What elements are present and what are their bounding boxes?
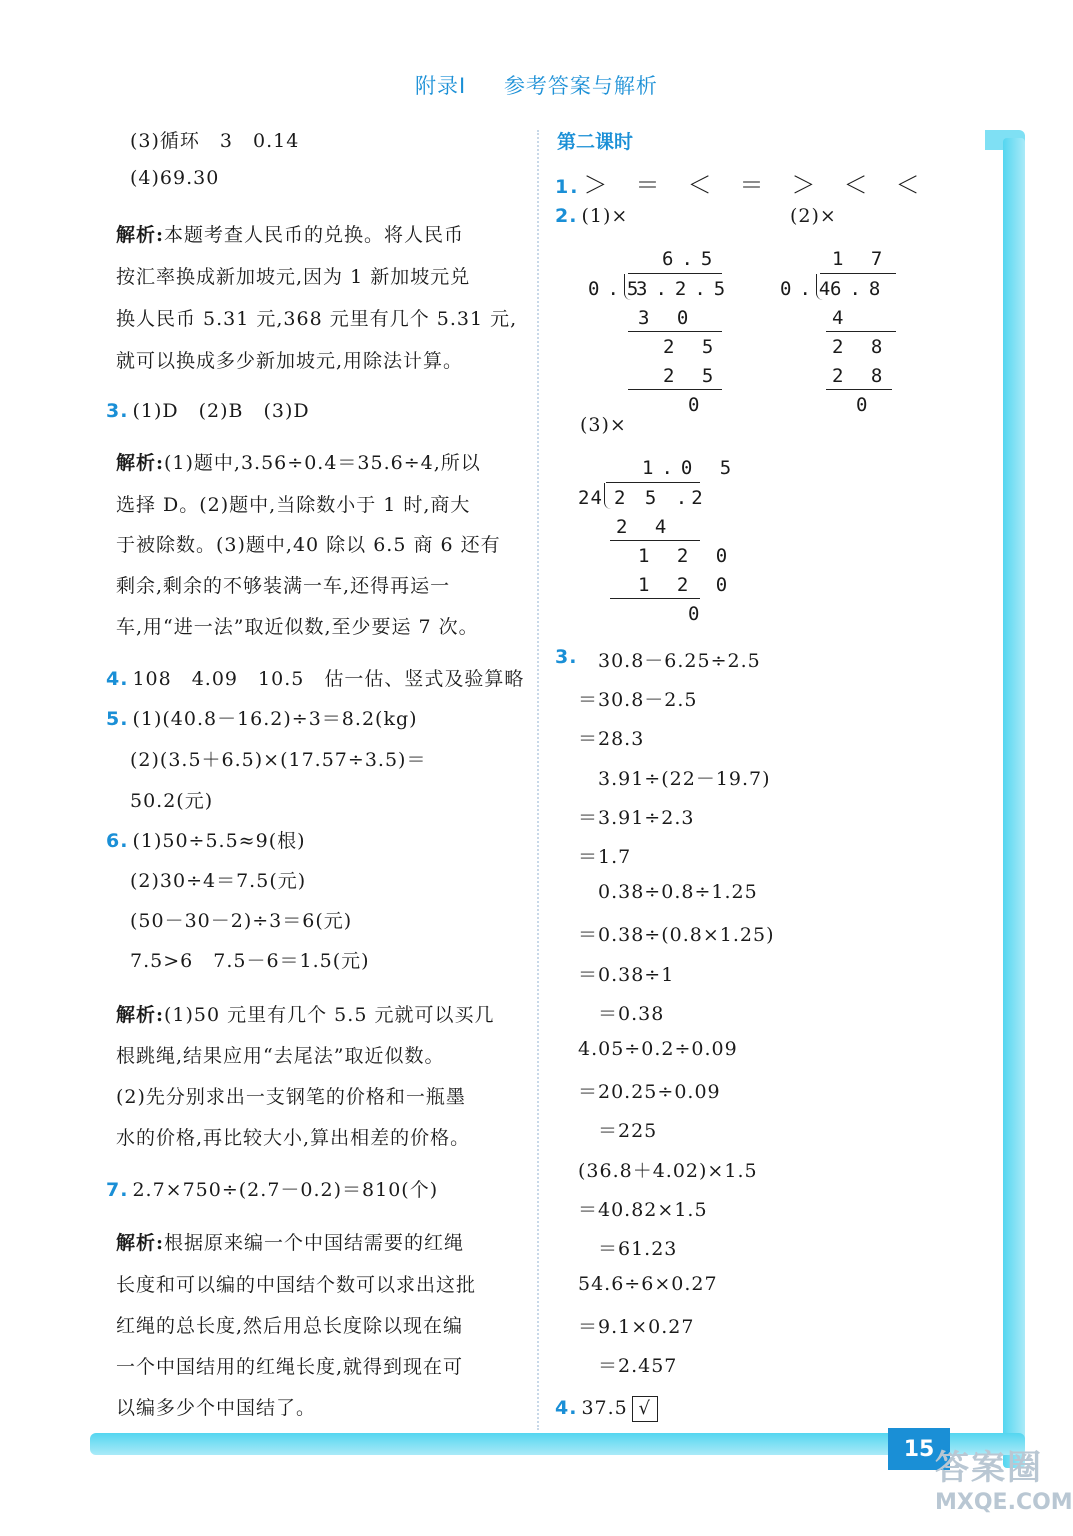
answer-text: 2.7×750÷(2.7－0.2)＝810(个) (132, 1179, 439, 1201)
step: 2 8 (832, 365, 891, 387)
question-4 (106, 664, 524, 691)
answer-text: (1)× (581, 205, 629, 227)
analysis-text: 根据原来编一个中国结需要的红绳 (164, 1232, 465, 1254)
step-line (610, 540, 700, 541)
calc-step: ＝1.7 (578, 846, 632, 868)
division-bracket (816, 274, 823, 300)
analysis-line: 水的价格,再比较大小,算出相差的价格。 (116, 1127, 471, 1149)
remainder: 0 (856, 394, 876, 416)
calc-step: ＝20.25÷0.09 (578, 1081, 721, 1103)
answer-text: (1)50÷5.5≈9(根) (132, 830, 306, 852)
calc-step: ＝0.38÷(0.8×1.25) (578, 924, 775, 946)
calc-step: 30.8－6.25÷2.5 (598, 650, 761, 672)
question-4 (555, 1396, 658, 1422)
answer-line: (3)× (580, 414, 627, 436)
question-2 (555, 205, 628, 227)
answer-line: (3)循环 3 0.14 (130, 130, 300, 152)
calc-step: ＝40.82×1.5 (578, 1199, 708, 1221)
step: 1 2 0 (638, 574, 736, 596)
quotient: 6.5 (662, 248, 721, 270)
question-number: 2. (555, 205, 578, 227)
question-6 (106, 826, 306, 853)
analysis-line: 按汇率换成新加坡元,因为 1 新加坡元兑 (116, 266, 471, 288)
analysis-line: 就可以换成多少新加坡元,用除法计算。 (116, 350, 464, 372)
analysis-label: 解析: (116, 224, 165, 246)
answer-text: 108 4.09 10.5 估一估、竖式及验算略 (132, 668, 525, 690)
question-number: 6. (106, 830, 129, 852)
question-3 (106, 396, 310, 423)
calc-step: 3.91÷(22－19.7) (598, 768, 771, 790)
calc-step: ＝28.3 (578, 728, 645, 750)
frame-bottom-bar (90, 1433, 1025, 1455)
lesson-title: 第二课时 (557, 131, 634, 153)
calc-step: ＝30.8－2.5 (578, 689, 698, 711)
analysis-line: 红绳的总长度,然后用总长度除以现在编 (116, 1315, 464, 1337)
question-number: 7. (106, 1179, 129, 1201)
analysis-label: 解析: (116, 1232, 165, 1254)
analysis-line: 根跳绳,结果应用“去尾法”取近似数。 (116, 1045, 445, 1067)
calc-step: ＝2.457 (598, 1355, 678, 1377)
division-bracket (604, 483, 611, 509)
analysis-text: 本题考查人民币的兑换。将人民币 (164, 224, 465, 246)
calc-step: ＝0.38 (598, 1003, 665, 1025)
analysis-line: (2)先分别求出一支钢笔的价格和一瓶墨 (116, 1086, 466, 1108)
analysis-line: 以编多少个中国结了。 (116, 1397, 317, 1419)
step-line (826, 389, 892, 390)
divisor: 0.5 (588, 278, 647, 300)
answer-line: (2)30÷4＝7.5(元) (130, 870, 307, 892)
analysis-text: (1)题中,3.56÷0.4＝35.6÷4,所以 (164, 452, 481, 474)
step: 3 0 (638, 307, 697, 329)
analysis-line: 一个中国结用的红绳长度,就得到现在可 (116, 1356, 464, 1378)
analysis-label: 解析: (116, 452, 165, 474)
analysis-line (116, 448, 481, 475)
step: 2 5 (663, 365, 722, 387)
question-number: 4. (106, 668, 129, 690)
divisor: 24 (578, 487, 603, 509)
question-number: 4. (555, 1397, 578, 1419)
division-bar (606, 482, 700, 483)
question-number: 1. (555, 176, 580, 198)
step-line (628, 389, 722, 390)
analysis-line (116, 1228, 464, 1255)
question-5 (106, 704, 418, 731)
header-title: 参考答案与解析 (503, 74, 658, 98)
analysis-line: 于被除数。(3)题中,40 除以 6.5 商 6 还有 (116, 534, 501, 556)
dividend: 2 5 .2 (614, 487, 707, 509)
dividend: 3.2.5 (636, 278, 734, 300)
quotient: 1.0 5 (642, 457, 740, 479)
step: 1 2 0 (638, 545, 736, 567)
calc-step: ＝9.1×0.27 (578, 1316, 695, 1338)
column-divider (537, 130, 539, 1430)
step-line (628, 331, 722, 332)
remainder: 0 (688, 394, 708, 416)
question-number: 3. (106, 400, 129, 422)
step: 2 4 (616, 516, 675, 538)
division-bar (820, 273, 896, 274)
step-line (610, 598, 700, 599)
calc-step: ＝61.23 (598, 1238, 678, 1260)
analysis-line: 换人民币 5.31 元,368 元里有几个 5.31 元, (116, 308, 518, 330)
watermark-logo: 答案圈 (935, 1448, 1043, 1488)
step: 4 (832, 307, 852, 329)
answer-line: (2)× (790, 205, 837, 227)
analysis-line: 车,用“进一法”取近似数,至少要运 7 次。 (116, 616, 479, 638)
step: 2 5 (663, 336, 722, 358)
calc-step: 4.05÷0.2÷0.09 (578, 1038, 738, 1060)
answer-line: 50.2(元) (130, 790, 214, 812)
watermark-url: MXQE.COM (935, 1490, 1073, 1515)
question-3-number (555, 646, 581, 668)
question-number: 5. (106, 708, 129, 730)
calc-step: 54.6÷6×0.27 (578, 1273, 718, 1295)
remainder: 0 (688, 603, 708, 625)
analysis-line: 长度和可以编的中国结个数可以求出这批 (116, 1274, 477, 1296)
calc-step: ＝0.38÷1 (578, 964, 675, 986)
dividend: 6.8 (830, 278, 889, 300)
page-header (0, 70, 1073, 100)
question-7 (106, 1175, 438, 1202)
answer-line: (50－30－2)÷3＝6(元) (130, 910, 353, 932)
answer-line: (2)(3.5＋6.5)×(17.57÷3.5)＝ (130, 749, 427, 771)
analysis-line: 选择 D。(2)题中,当除数小于 1 时,商大 (116, 494, 471, 516)
step-line (826, 331, 896, 332)
answer-text: 37.5 (581, 1397, 628, 1419)
division-bracket (624, 274, 631, 300)
question-number: 3. (555, 646, 578, 668)
appendix-label: 附录Ⅰ (415, 74, 467, 98)
divisor: 0.4 (780, 278, 839, 300)
quotient: 1 7 (832, 248, 891, 270)
calc-step: (36.8＋4.02)×1.5 (578, 1160, 758, 1182)
question-1 (555, 165, 921, 200)
checkmark-icon: √ (632, 1396, 658, 1422)
answer-text: (1)(40.8－16.2)÷3＝8.2(kg) (132, 708, 418, 730)
division-bar (628, 273, 722, 274)
page-number: 15 (888, 1428, 950, 1470)
calc-step: ＝3.91÷2.3 (578, 807, 695, 829)
calc-step: ＝225 (598, 1120, 658, 1142)
step: 2 8 (832, 336, 891, 358)
frame-right-bar (1003, 138, 1025, 1468)
analysis-text: (1)50 元里有几个 5.5 元就可以买几 (164, 1004, 495, 1026)
analysis-label: 解析: (116, 1004, 165, 1026)
answer-text: ＞ ＝ ＜ ＝ ＞ ＜ ＜ (583, 171, 922, 199)
analysis-line: 剩余,剩余的不够装满一车,还得再运一 (116, 575, 451, 597)
analysis-line (116, 220, 464, 247)
analysis-line (116, 1000, 494, 1027)
answer-line: (4)69.30 (130, 167, 220, 189)
answer-line: 7.5>6 7.5－6＝1.5(元) (130, 950, 370, 972)
calc-step: 0.38÷0.8÷1.25 (598, 881, 758, 903)
answer-text: (1)D (2)B (3)D (132, 400, 310, 422)
